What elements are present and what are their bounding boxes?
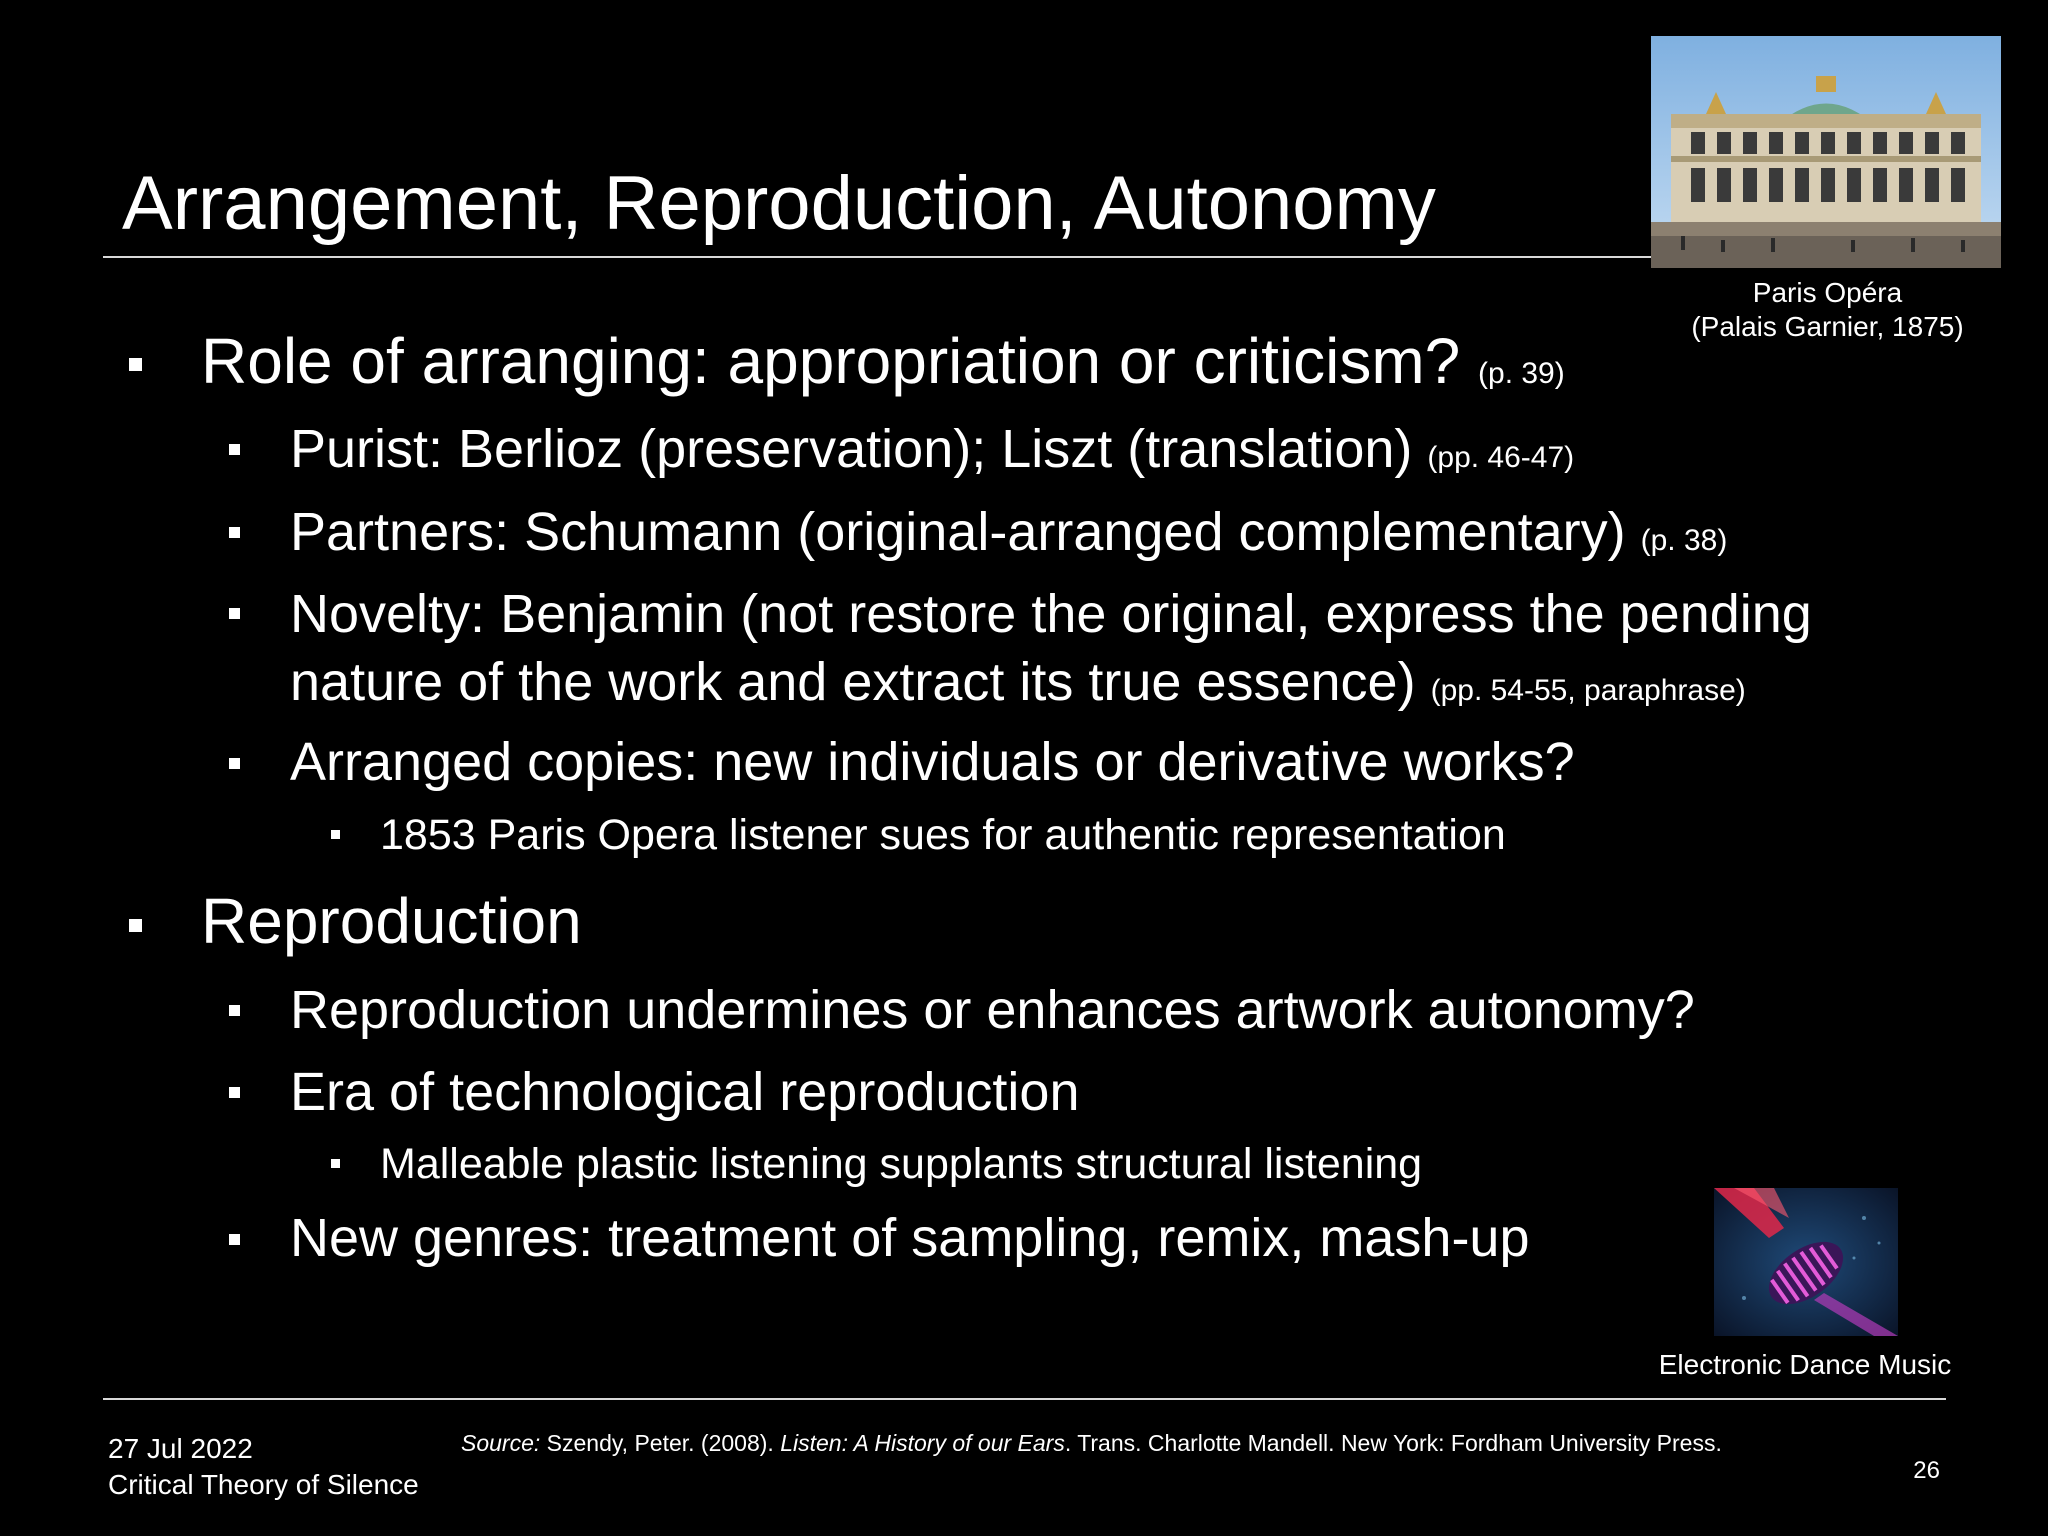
bullet-marker: [129, 358, 142, 371]
paris-opera-caption: [1660, 276, 1995, 344]
bullet-marker: [229, 1005, 240, 1016]
bullet-plastic-listening: [380, 1138, 1422, 1190]
bullet-text-line1: Novelty: Benjamin (not restore the original, express the pending: [290, 584, 1812, 644]
bullet-novelty: [290, 580, 1812, 648]
bullet-text: Role of arranging: appropriation or criticism?: [201, 325, 1461, 397]
footer-source-citation: [461, 1428, 1722, 1458]
footer-course-title: Critical Theory of Silence: [108, 1469, 419, 1500]
source-label: Source:: [461, 1430, 541, 1456]
bullet-text: Reproduction undermines or enhances artwork autonomy?: [290, 980, 1695, 1040]
bullet-marker: [229, 444, 240, 455]
bullet-technological-era: [290, 1058, 1080, 1126]
bullet-new-genres: [290, 1204, 1530, 1272]
bullet-novelty-continued: [290, 648, 1746, 725]
bullet-role-of-arranging: [201, 325, 1565, 410]
bullet-purist: [290, 415, 1574, 492]
bullet-text: Purist: Berlioz (preservation); Liszt (translation): [290, 419, 1413, 479]
bullet-text: Era of technological reproduction: [290, 1062, 1080, 1122]
source-author: Szendy, Peter. (2008).: [546, 1430, 774, 1456]
bullet-reproduction: [201, 885, 582, 957]
bullet-marker: [229, 1087, 240, 1098]
bullet-marker: [229, 527, 240, 538]
footer-date: 27 Jul 2022: [108, 1433, 253, 1464]
bullet-marker: [229, 608, 240, 619]
paris-opera-photo: [1651, 36, 2001, 268]
footer-divider: [103, 1398, 1946, 1400]
bullet-reproduction-autonomy: [290, 976, 1695, 1044]
bullet-partners: [290, 498, 1727, 575]
bullet-marker: [229, 758, 240, 769]
bullet-text-line2: nature of the work and extract its true essence): [290, 652, 1416, 712]
bullet-text: Partners: Schumann (original-arranged complementary): [290, 502, 1626, 562]
source-publication: . Trans. Charlotte Mandell. New York: Fordham University Press.: [1064, 1430, 1722, 1456]
bullet-text: Reproduction: [201, 885, 582, 957]
bullet-marker: [129, 919, 142, 932]
bullet-marker: [331, 830, 340, 839]
opera-caption-line1: Paris Opéra: [1752, 277, 1903, 308]
bullet-paris-opera-listener: [380, 809, 1506, 861]
bullet-text: Malleable plastic listening supplants structural listening: [380, 1140, 1423, 1188]
page-ref: (pp. 54-55, paraphrase): [1430, 674, 1746, 707]
page-number: 26: [1913, 1457, 1940, 1484]
bullet-arranged-copies: [290, 728, 1575, 796]
page-ref: (p. 38): [1640, 524, 1728, 557]
bullet-text: Arranged copies: new individuals or derivative works?: [290, 732, 1575, 792]
page-ref: (pp. 46-47): [1427, 441, 1575, 474]
bullet-marker: [229, 1234, 240, 1245]
bullet-text: 1853 Paris Opera listener sues for authentic representation: [380, 811, 1506, 859]
page-ref: (p. 39): [1478, 357, 1565, 390]
opera-caption-line2: (Palais Garnier, 1875): [1691, 311, 1964, 342]
bullet-marker: [331, 1159, 340, 1168]
bullet-text: New genres: treatment of sampling, remix, mash-up: [290, 1208, 1530, 1268]
title-divider: [103, 256, 1663, 258]
source-title: Listen: A History of our Ears: [780, 1430, 1065, 1456]
electronic-dance-music-caption: Electronic Dance Music: [1658, 1349, 1952, 1380]
electronic-dance-music-photo: [1714, 1188, 1898, 1336]
slide-title: Arrangement, Reproduction, Autonomy: [122, 161, 1436, 246]
